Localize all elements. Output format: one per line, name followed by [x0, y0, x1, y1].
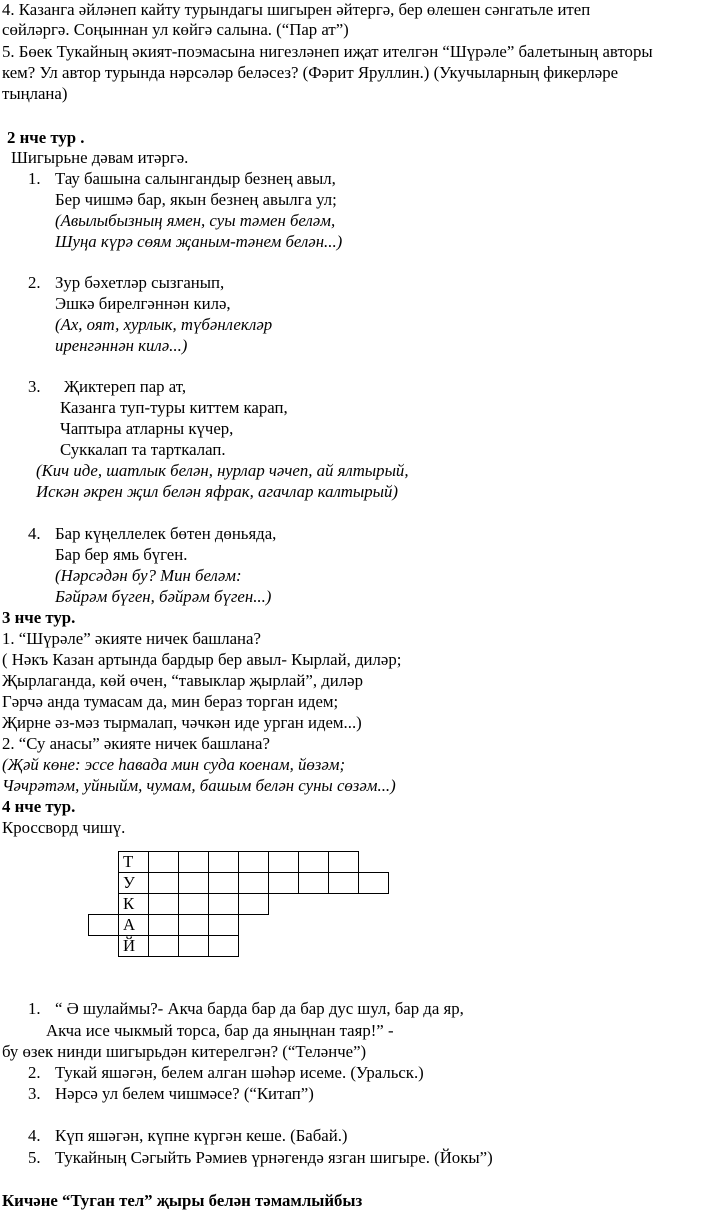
r4-item3-text: Нәрсә ул белем чишмәсе? (“Китап”) [55, 1084, 314, 1103]
r2-item2-line2: Эшкә бирелгәннән килә, [55, 294, 231, 313]
round3-a2-line2: Чәчрәтәм, уйныйм, чумам, башым белән суны сөзәм...) [2, 776, 396, 795]
crossword-cell[interactable] [209, 894, 239, 915]
r4-item4-num: 4. [28, 1126, 41, 1145]
crossword-row-4 [89, 915, 389, 936]
crossword-cell[interactable] [209, 936, 239, 957]
closing-line: Кичәне “Туган тел” җыры белән тәмамлыйбыз [2, 1191, 363, 1210]
crossword-cell[interactable] [179, 852, 209, 873]
intro-5-line-1: 5. Бөек Тукайның әкият-поэмасына нигезләнеп иҗат ителгән “Шүрәле” балетының авторы [2, 42, 653, 61]
crossword-cell[interactable] [149, 894, 179, 915]
r2-item4-ans1: (Нәрсәдән бу? Мин беләм: [55, 566, 242, 585]
round3-a1-line2: Җырлаганда, көй өчен, “тавыклар җырлай”, диләр [2, 671, 363, 690]
crossword-cell[interactable] [89, 915, 119, 936]
r4-item1-line1: “ Ә шулаймы?- Акча барда бар да бар дус шул, бар да яр, [55, 999, 464, 1018]
crossword-cell[interactable] [239, 894, 269, 915]
r2-item3-num: 3. [28, 377, 41, 396]
r4-item2-text: Тукай яшәгән, белем алган шәһәр исеме. (Уральск.) [55, 1063, 424, 1082]
intro-4-line-1: 4. Казанга әйләнеп кайту турындагы шигырен әйтергә, бер өлешен сәнгатьле итеп [2, 0, 591, 19]
crossword-cell[interactable] [179, 915, 209, 936]
round3-a2-line1: (Җәй көне: эссе һавада мин суда коенам, йөзәм; [2, 755, 346, 774]
r2-item3-ans1: (Кич иде, шатлык белән, нурлар чәчеп, ай ялтырый, [36, 461, 409, 480]
round3-title: 3 нче тур. [2, 608, 76, 627]
r2-item4-num: 4. [28, 524, 41, 543]
r4-item2-num: 2. [28, 1063, 41, 1082]
round3-q2: 2. “Су анасы” әкияте ничек башлана? [2, 734, 270, 753]
r2-item4-line2: Бар бер ямь бүген. [55, 545, 188, 564]
crossword-cell[interactable] [359, 873, 389, 894]
intro-5-line-2: кем? Ул автор турында нәрсәләр беләсез? (Фәрит Яруллин.) (Укучыларның фикерләре [2, 63, 619, 82]
r2-item1-ans1: (Авылыбызның ямен, суы тәмен беләм, [55, 211, 336, 230]
r4-item4-text: Күп яшәгән, күпне күргән кеше. (Бабай.) [55, 1126, 348, 1145]
r2-item1-ans2: Шуңа күрә сөям җаным-тәнем белән...) [55, 232, 343, 251]
r4-item3-num: 3. [28, 1084, 41, 1103]
r2-item1-num: 1. [28, 169, 41, 188]
crossword-cell[interactable] [269, 873, 299, 894]
crossword-letter-cell: Й [119, 936, 149, 957]
round3-q1: 1. “Шүрәле” әкияте ничек башлана? [2, 629, 261, 648]
crossword-cell[interactable] [299, 852, 329, 873]
round3-a1-line1: ( Нәкъ Казан артында бардыр бер авыл- Кырлай, диләр; [2, 650, 402, 669]
r2-item1-line2: Бер чишмә бар, якын безнең авылга ул; [55, 190, 337, 209]
r2-item3-line1: Җиктереп пар ат, [64, 377, 187, 396]
crossword-cell[interactable] [209, 852, 239, 873]
crossword-letter-cell: К [119, 894, 149, 915]
crossword-cell[interactable] [239, 852, 269, 873]
crossword-cell[interactable] [179, 873, 209, 894]
crossword-cell[interactable] [149, 873, 179, 894]
crossword-cell[interactable] [149, 852, 179, 873]
crossword-cell[interactable] [269, 852, 299, 873]
r4-item1-num: 1. [28, 999, 41, 1018]
crossword-grid [88, 851, 389, 957]
r2-item3-line2: Казанга туп-туры киттем карап, [60, 398, 288, 417]
crossword-cell[interactable] [239, 873, 269, 894]
crossword-cell[interactable] [149, 915, 179, 936]
crossword-cell[interactable] [329, 852, 359, 873]
round3-a1-line4: Җирне әз-мәз тырмалап, чәчкән иде урган идем...) [2, 713, 362, 732]
r2-item2-ans2: иренгәннән килә...) [55, 336, 188, 355]
r2-item4-ans2: Бәйрәм бүген, бәйрәм бүген...) [55, 587, 272, 606]
r2-item3-ans2: Искән әкрен җил белән яфрак, агачлар калтырый) [36, 482, 399, 501]
round3-a1-line3: Гәрчә анда тумасам да, мин бераз торган идем; [2, 692, 339, 711]
round4-title: 4 нче тур. [2, 797, 76, 816]
round2-task: Шигырьне дәвам итәргә. [11, 148, 189, 167]
crossword-letter-cell: Т [119, 852, 149, 873]
round2-title: 2 нче тур . [7, 128, 85, 147]
round4-task: Кроссворд чишү. [2, 818, 126, 837]
crossword-cell[interactable] [209, 873, 239, 894]
crossword-cell[interactable] [299, 873, 329, 894]
crossword-cell[interactable] [209, 915, 239, 936]
crossword-cell[interactable] [149, 936, 179, 957]
r4-item1-tail: бу өзек нинди шигырьдән китерелгән? (“Теләнче”) [2, 1042, 367, 1061]
r2-item3-line4: Суккалап та тарткалап. [60, 440, 226, 459]
crossword-cell[interactable] [329, 873, 359, 894]
crossword-row-3 [89, 894, 389, 915]
r2-item2-ans1: (Ах, оят, хурлык, түбәнлекләр [55, 315, 273, 334]
r2-item2-num: 2. [28, 273, 41, 292]
r2-item1-line1: Тау башына салынгандыр безнең авыл, [55, 169, 336, 188]
r4-item1-line2: Акча исе чыкмый торса, бар да яныңнан таяр!” - [46, 1021, 394, 1040]
crossword-cell[interactable] [179, 894, 209, 915]
crossword-cell[interactable] [179, 936, 209, 957]
r2-item3-line3: Чаптыра атларны күчер, [60, 419, 234, 438]
r2-item2-line1: Зур бәхетләр сызганып, [55, 273, 225, 292]
intro-5-line-3: тыңлана) [2, 84, 68, 103]
crossword-letter-cell: У [119, 873, 149, 894]
r4-item5-text: Тукайның Сәгыйть Рәмиев үрнәгендә язган шигыре. (Йокы”) [55, 1148, 493, 1167]
crossword-letter-cell: А [119, 915, 149, 936]
r2-item4-line1: Бар күңеллелек бөтен дөньяда, [55, 524, 277, 543]
crossword-row-5 [89, 936, 389, 957]
intro-4-line-2: сөйләргә. Соңыннан ул көйгә салына. (“Пар ат”) [2, 20, 349, 39]
r4-item5-num: 5. [28, 1148, 41, 1167]
crossword-row-2 [89, 873, 389, 894]
crossword-row-1 [89, 852, 389, 873]
